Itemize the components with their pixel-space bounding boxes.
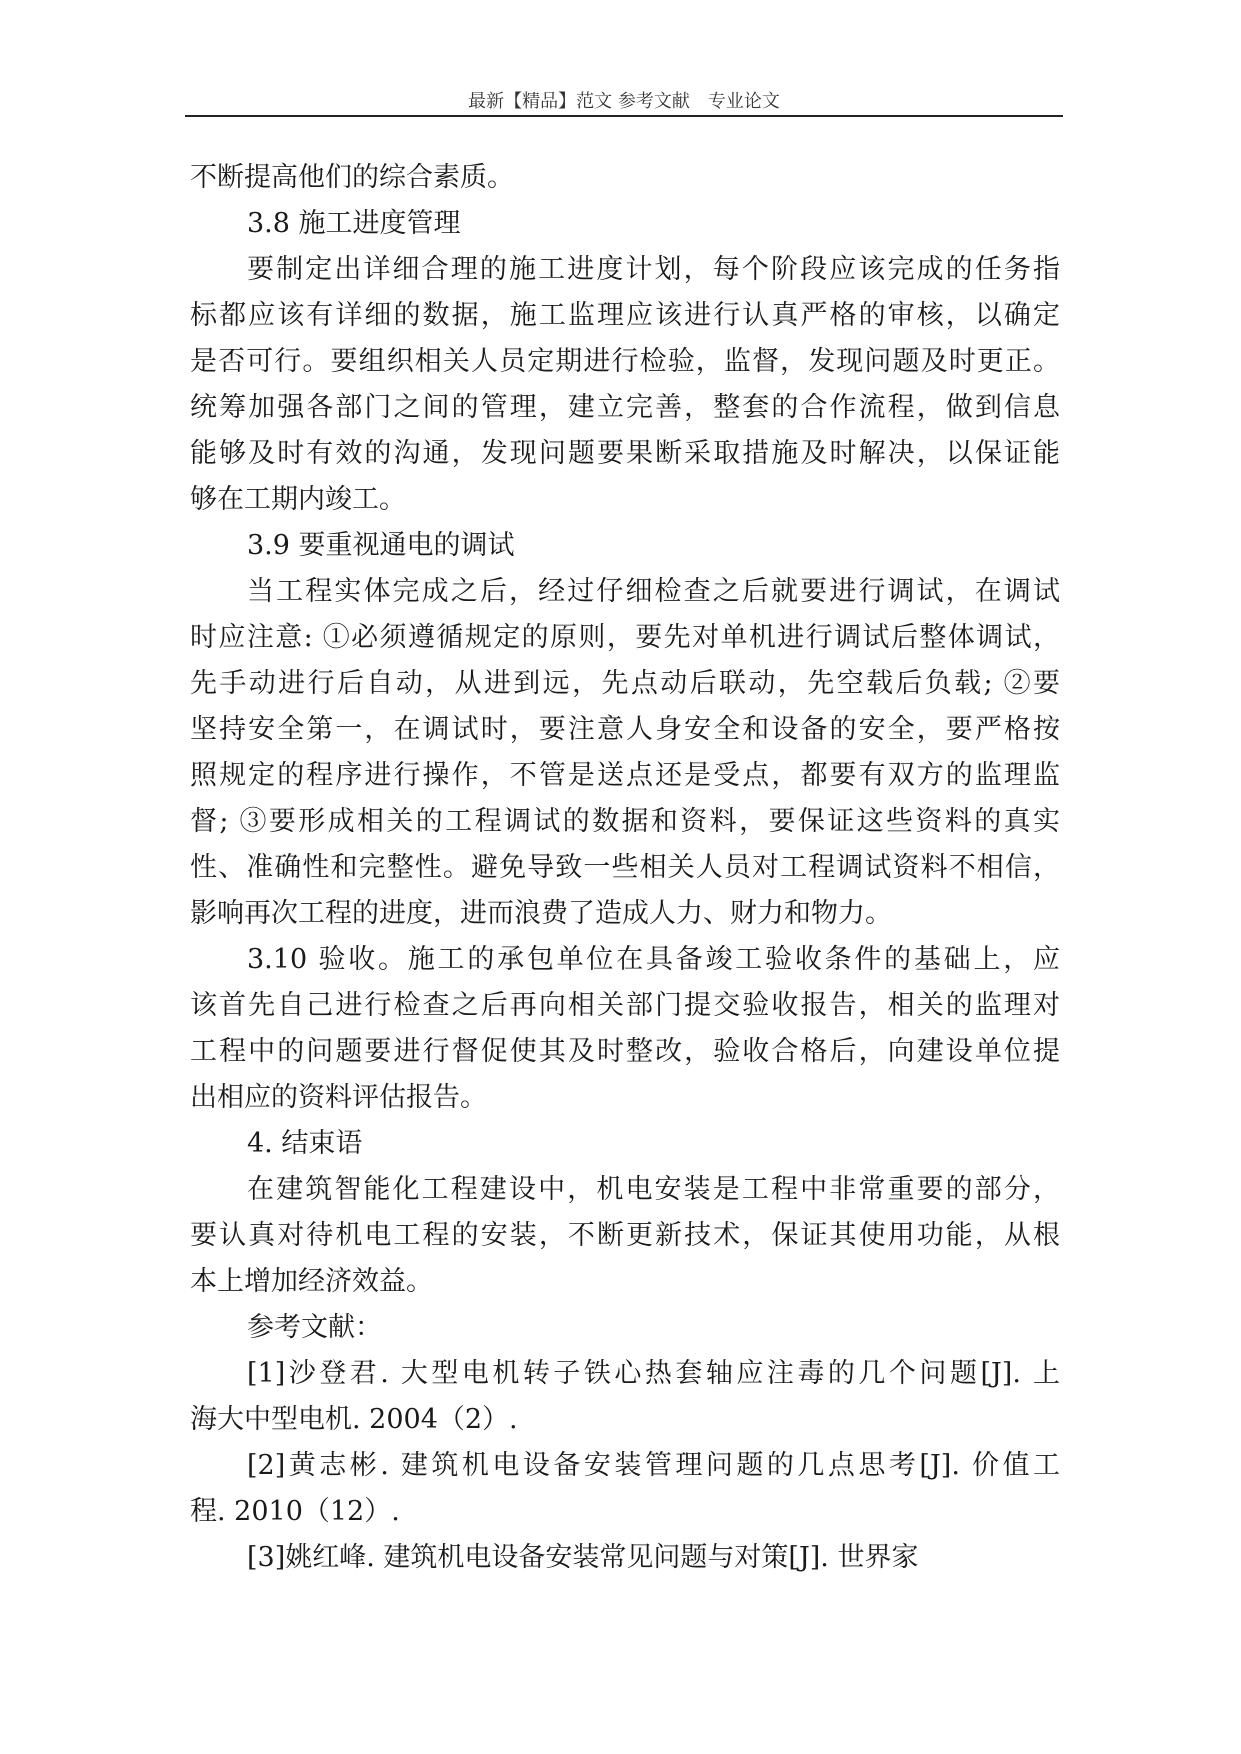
- text-line: 程. 2010（12）.: [190, 1496, 400, 1527]
- text-line: 要认真对待机电工程的安装，不断更新技术，保证其使用功能，从根: [190, 1220, 1060, 1251]
- text-line: 海大中型电机. 2004（2）.: [190, 1404, 518, 1435]
- text-line: 标都应该有详细的数据，施工监理应该进行认真严格的审核，以确定: [190, 300, 1060, 331]
- text-line: 3.9 要重视通电的调试: [247, 530, 515, 561]
- text-line: 督; ③要形成相关的工程调试的数据和资料，要保证这些资料的真实: [190, 806, 1060, 837]
- page-header: 最新【精品】范文 参考文献 专业论文: [468, 91, 780, 112]
- text-line: 3.8 施工进度管理: [247, 208, 461, 239]
- text-line: 3.10 验收。施工的承包单位在具备竣工验收条件的基础上，应: [247, 944, 1060, 975]
- text-line: 不断提高他们的综合素质。: [190, 162, 514, 193]
- text-line: 本上增加经济效益。: [190, 1266, 433, 1297]
- text-line: 是否可行。要组织相关人员定期进行检验，监督，发现问题及时更正。: [190, 346, 1060, 377]
- text-line: 4. 结束语: [247, 1128, 363, 1159]
- text-line: 要制定出详细合理的施工进度计划，每个阶段应该完成的任务指: [247, 254, 1060, 285]
- text-line: 在建筑智能化工程建设中，机电安装是工程中非常重要的部分，: [247, 1174, 1060, 1205]
- text-line: 统筹加强各部门之间的管理，建立完善，整套的合作流程，做到信息: [190, 392, 1060, 423]
- text-line: 参考文献：: [247, 1312, 382, 1343]
- text-line: [3]姚红峰. 建筑机电设备安装常见问题与对策[J]. 世界家: [247, 1542, 919, 1573]
- document-body: [190, 155, 1060, 1581]
- header-divider: [185, 115, 1063, 117]
- text-line: 坚持安全第一，在调试时，要注意人身安全和设备的安全，要严格按: [190, 714, 1060, 745]
- text-line: 工程中的问题要进行督促使其及时整改，验收合格后，向建设单位提: [190, 1036, 1060, 1067]
- text-line: 当工程实体完成之后，经过仔细检查之后就要进行调试，在调试: [247, 576, 1060, 607]
- text-line: 影响再次工程的进度，进而浪费了造成人力、财力和物力。: [190, 898, 892, 929]
- text-line: 时应注意: ①必须遵循规定的原则，要先对单机进行调试后整体调试，: [190, 622, 1060, 653]
- text-line: [2]黄志彬. 建筑机电设备安装管理问题的几点思考[J]. 价值工: [247, 1450, 1060, 1481]
- text-line: 能够及时有效的沟通，发现问题要果断采取措施及时解决，以保证能: [190, 438, 1060, 469]
- text-line: 该首先自己进行检查之后再向相关部门提交验收报告，相关的监理对: [190, 990, 1060, 1021]
- text-line: [1]沙登君. 大型电机转子铁心热套轴应注毒的几个问题[J]. 上: [247, 1358, 1060, 1389]
- text-line: 够在工期内竣工。: [190, 484, 406, 515]
- text-line: 出相应的资料评估报告。: [190, 1082, 487, 1113]
- text-line: 先手动进行后自动，从进到远，先点动后联动，先空载后负载; ②要: [190, 668, 1060, 699]
- text-line: 性、准确性和完整性。避免导致一些相关人员对工程调试资料不相信，: [190, 852, 1060, 883]
- text-line: 照规定的程序进行操作，不管是送点还是受点，都要有双方的监理监: [190, 760, 1060, 791]
